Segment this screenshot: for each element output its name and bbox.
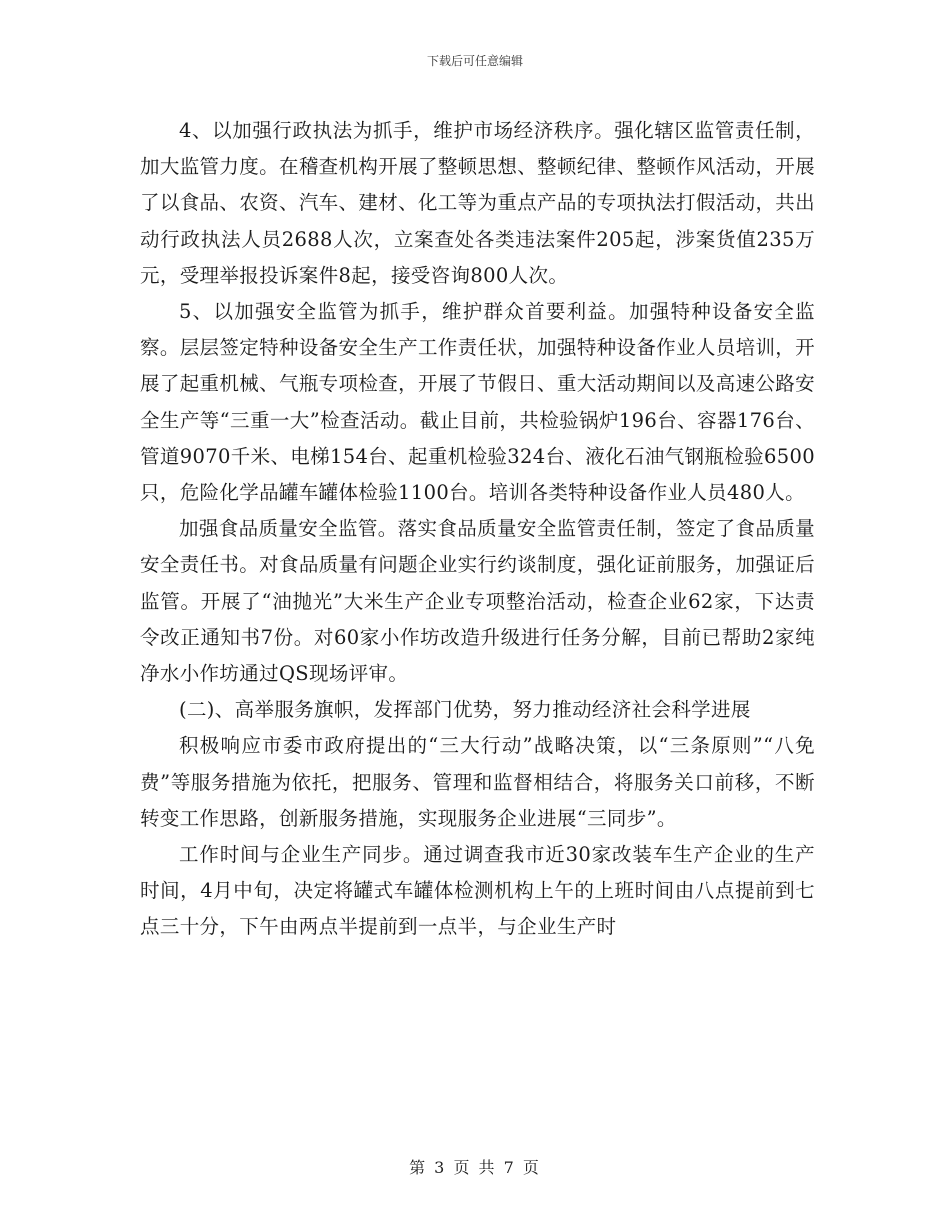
document-body xyxy=(140,113,815,946)
paragraph-work-time-sync: 工作时间与企业生产同步。通过调查我市近30家改装车生产企业的生产时间，4月中旬，决定将罐式车罐体检测机构上午的上班时间由八点提前到七点三十分，下午由两点半提前到一点半，与企业生产时 xyxy=(140,843,815,939)
paragraph-three-actions: 积极响应市委市政府提出的“三大行动”战略决策，以“三条原则”“八免费”等服务措施为依托，把服务、管理和监督相结合，将服务关口前移，不断转变工作思路，创新服务措施，实现服务企业进展“三同步”。 xyxy=(140,734,815,830)
paragraph-law-enforcement: 4、以加强行政执法为抓手，维护市场经济秩序。强化辖区监管责任制，加大监管力度。在稽查机构开展了整顿思想、整顿纪律、整顿作风活动，开展了以食品、农资、汽车、建材、化工等为重点产品的专项执法打假活动，共出动行政执法人员2688人次，立案查处各类违法案件205起，涉案货值235万元，受理举报投诉案件8起，接受咨询800人次。 xyxy=(140,119,815,287)
paragraph-food-safety: 加强食品质量安全监管。落实食品质量安全监管责任制，签定了食品质量安全责任书。对食品质量有问题企业实行约谈制度，强化证前服务，加强证后监管。开展了“油抛光”大米生产企业专项整治活动，检查企业62家，下达责令改正通知书7份。对60家小作坊改造升级进行任务分解，目前已帮助2家纯净水小作坊通过QS现场评审。 xyxy=(140,517,815,686)
section-heading-service: (二)、高举服务旗帜，发挥部门优势，努力推动经济社会科学进展 xyxy=(179,698,751,722)
page-header: 下载后可任意编辑 xyxy=(426,54,523,68)
page-number-footer: 第 3 页 共 7 页 xyxy=(409,1158,541,1177)
paragraph-safety-supervision: 5、以加强安全监管为抓手，维护群众首要利益。加强特种设备安全监察。层层签定特种设备安全生产工作责任状，加强特种设备作业人员培训，开展了起重机械、气瓶专项检查，开展了节假日、重大活动期间以及高速公路安全生产等“三重一大”检查活动。截止目前，共检验锅炉196台、容器176台、管道9070千米、电梯154台、起重机检验324台、液化石油气钢瓶检验6500只，危险化学品罐车罐体检验1100台。培训各类特种设备作业人员480人。 xyxy=(140,300,815,505)
